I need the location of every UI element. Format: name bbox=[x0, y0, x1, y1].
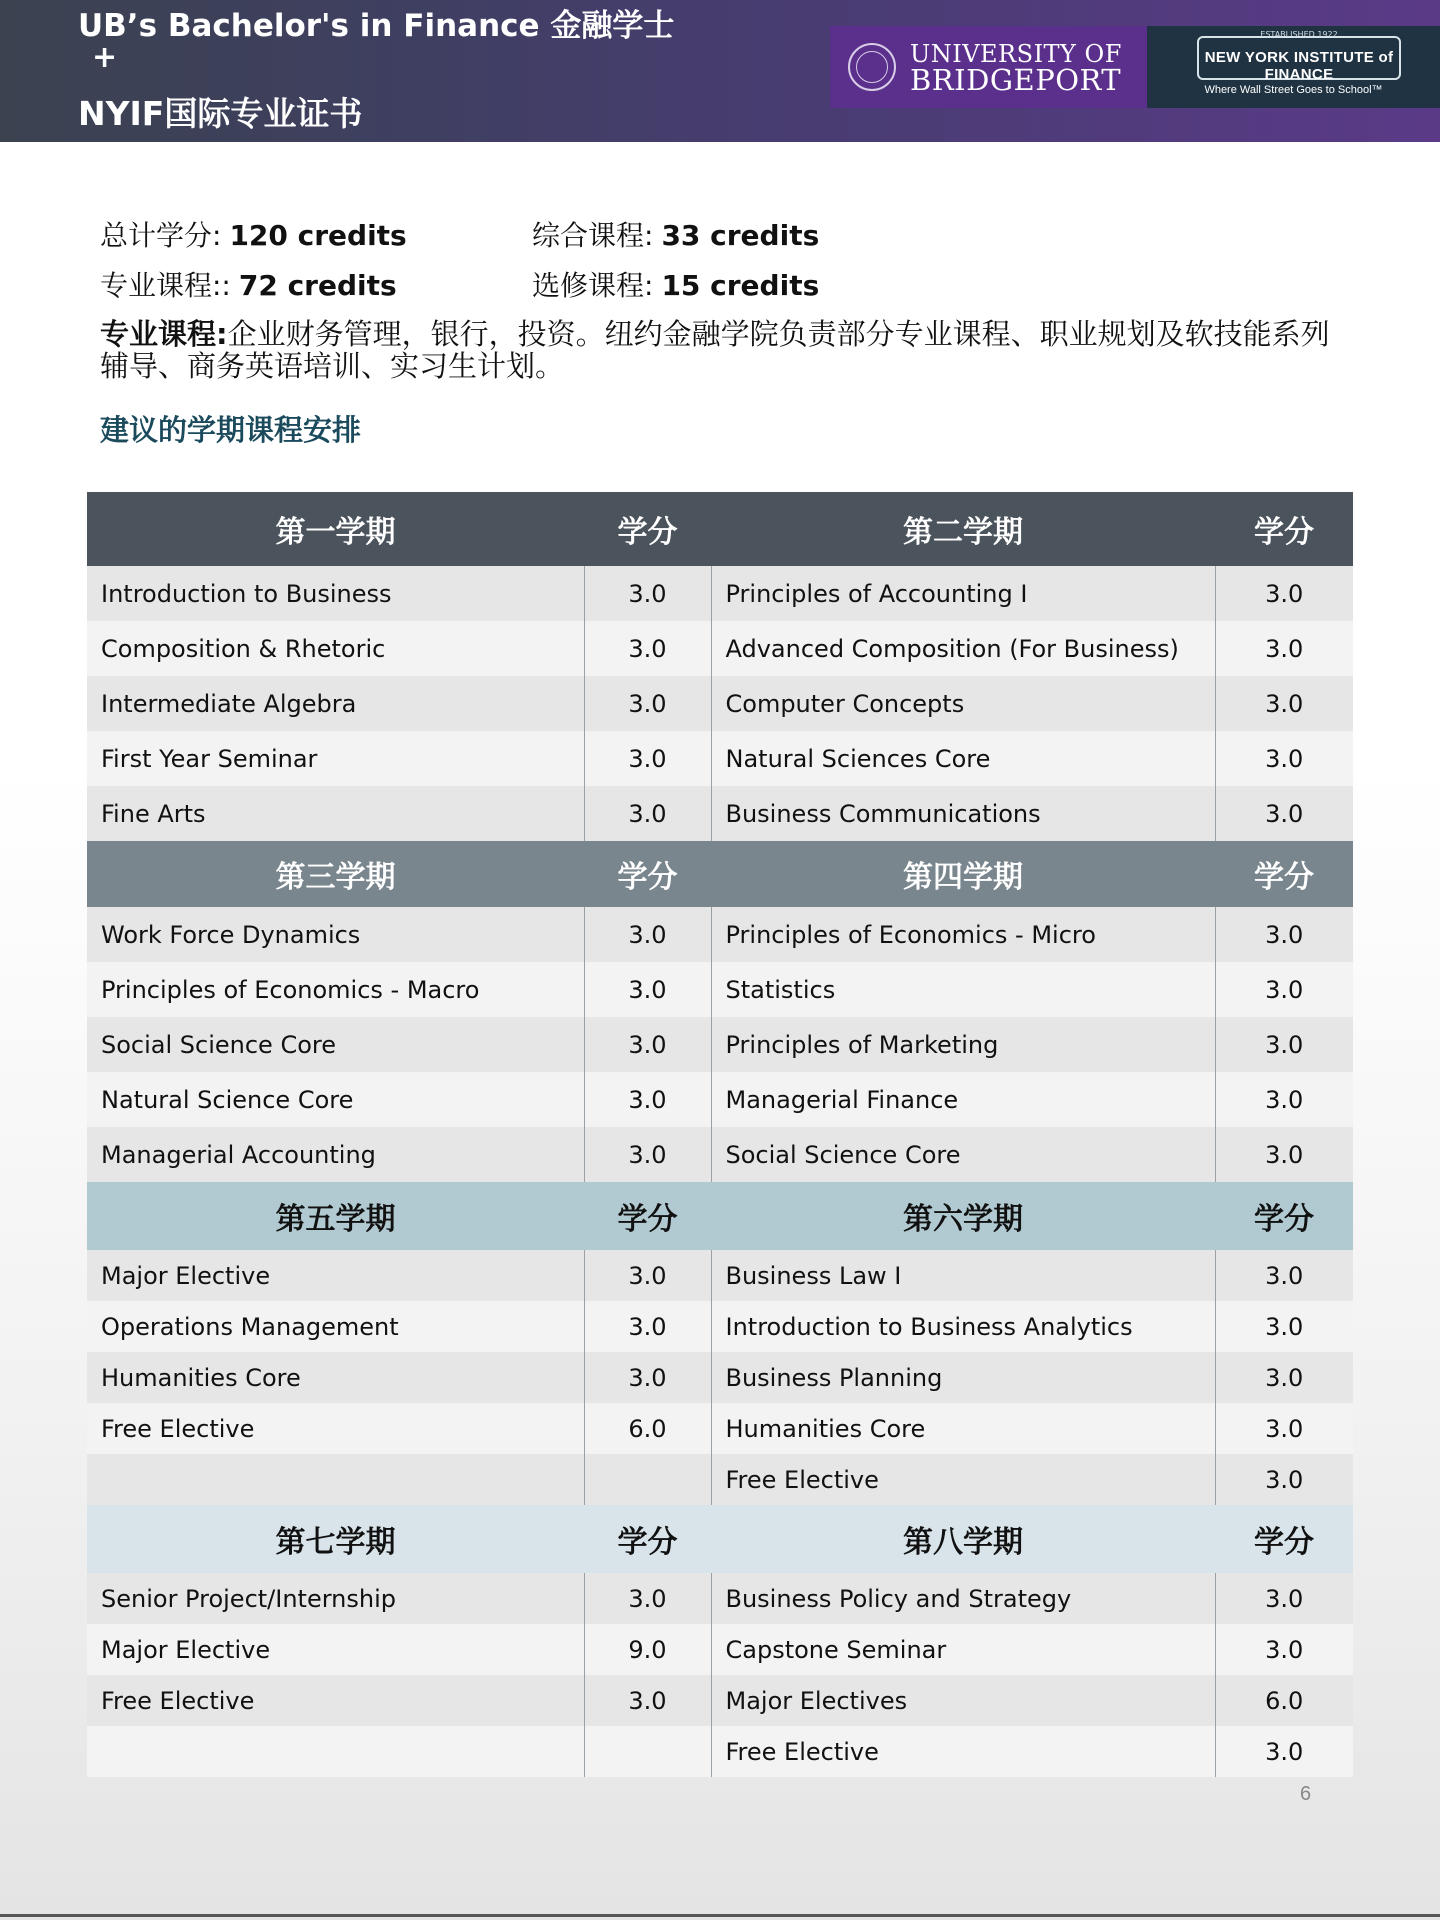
course-name: Senior Project/Internship bbox=[87, 1573, 584, 1624]
page-number: 6 bbox=[1300, 1783, 1312, 1805]
credit-header: 学分 bbox=[1215, 841, 1353, 907]
course-name: Major Elective bbox=[87, 1250, 584, 1301]
course-credits: 3.0 bbox=[584, 1573, 711, 1624]
course-credits: 3.0 bbox=[1215, 1403, 1353, 1454]
course-credits: 3.0 bbox=[584, 1675, 711, 1726]
total-credits-label: 总计学分: bbox=[100, 219, 222, 252]
credit-header: 学分 bbox=[584, 1182, 711, 1250]
course-name: Capstone Seminar bbox=[711, 1624, 1215, 1675]
course-name: Advanced Composition (For Business) bbox=[711, 621, 1215, 676]
course-credits: 3.0 bbox=[1215, 1624, 1353, 1675]
course-credits: 3.0 bbox=[584, 1250, 711, 1301]
course-credits: 3.0 bbox=[1215, 731, 1353, 786]
course-credits: 3.0 bbox=[584, 1017, 711, 1072]
total-credits-value: 120 credits bbox=[229, 219, 407, 252]
course-row bbox=[87, 907, 1353, 962]
course-credits: 3.0 bbox=[1215, 1573, 1353, 1624]
course-name: Fine Arts bbox=[87, 786, 584, 841]
page-title-line1: UB’s Bachelor's in Finance 金融学士 bbox=[78, 8, 675, 44]
course-row bbox=[87, 1454, 1353, 1505]
course-name: Business Law I bbox=[711, 1250, 1215, 1301]
course-name: Introduction to Business Analytics bbox=[711, 1301, 1215, 1352]
course-name: Introduction to Business bbox=[87, 566, 584, 621]
course-name: First Year Seminar bbox=[87, 731, 584, 786]
course-name: Natural Sciences Core bbox=[711, 731, 1215, 786]
credit-header: 学分 bbox=[584, 841, 711, 907]
course-row bbox=[87, 1403, 1353, 1454]
course-credits: 3.0 bbox=[1215, 962, 1353, 1017]
course-row bbox=[87, 566, 1353, 621]
course-name: Free Elective bbox=[711, 1726, 1215, 1777]
course-credits: 3.0 bbox=[584, 621, 711, 676]
course-credits: 6.0 bbox=[1215, 1675, 1353, 1726]
course-row bbox=[87, 1250, 1353, 1301]
course-credits: 3.0 bbox=[584, 1072, 711, 1127]
total-credits bbox=[100, 214, 407, 254]
course-credits: 3.0 bbox=[1215, 1072, 1353, 1127]
course-name: Principles of Economics - Macro bbox=[87, 962, 584, 1017]
semester-header-row bbox=[87, 1505, 1353, 1573]
semester-header-row bbox=[87, 1182, 1353, 1250]
course-name: Free Elective bbox=[87, 1403, 584, 1454]
course-credits: 3.0 bbox=[584, 1301, 711, 1352]
general-credits-value: 33 credits bbox=[661, 219, 820, 252]
course-credits: 3.0 bbox=[1215, 621, 1353, 676]
course-credits: 3.0 bbox=[1215, 676, 1353, 731]
major-description-lead: 专业课程: bbox=[100, 317, 228, 351]
course-row bbox=[87, 1352, 1353, 1403]
course-name: Managerial Finance bbox=[711, 1072, 1215, 1127]
course-credits: 9.0 bbox=[584, 1624, 711, 1675]
general-credits bbox=[532, 214, 819, 254]
course-credits: 3.0 bbox=[584, 907, 711, 962]
course-row bbox=[87, 1017, 1353, 1072]
course-row bbox=[87, 1301, 1353, 1352]
major-credits-value: 72 credits bbox=[238, 269, 397, 302]
footer-divider bbox=[0, 1914, 1440, 1917]
course-name: Managerial Accounting bbox=[87, 1127, 584, 1182]
course-name: Humanities Core bbox=[711, 1403, 1215, 1454]
course-name bbox=[87, 1454, 584, 1505]
semester-title: 第五学期 bbox=[87, 1182, 584, 1250]
general-credits-label: 综合课程: bbox=[532, 219, 654, 252]
course-name: Free Elective bbox=[711, 1454, 1215, 1505]
course-name: Intermediate Algebra bbox=[87, 676, 584, 731]
course-credits: 3.0 bbox=[584, 566, 711, 621]
semester-title: 第二学期 bbox=[711, 492, 1215, 566]
nyif-logo bbox=[1147, 26, 1440, 108]
nyif-name: NEW YORK INSTITUTE of FINANCE bbox=[1204, 49, 1394, 83]
course-credits: 3.0 bbox=[1215, 1301, 1353, 1352]
semester-title: 第八学期 bbox=[711, 1505, 1215, 1573]
course-credits: 3.0 bbox=[584, 676, 711, 731]
course-name: Humanities Core bbox=[87, 1352, 584, 1403]
elective-credits-value: 15 credits bbox=[661, 269, 820, 302]
major-credits bbox=[100, 264, 397, 304]
course-row bbox=[87, 1127, 1353, 1182]
university-of-bridgeport-logo bbox=[830, 26, 1148, 108]
course-credits: 3.0 bbox=[1215, 566, 1353, 621]
header-banner bbox=[0, 0, 1440, 142]
course-row bbox=[87, 1675, 1353, 1726]
course-name: Major Elective bbox=[87, 1624, 584, 1675]
course-row bbox=[87, 962, 1353, 1017]
ub-logo-line2: BRIDGEPORT bbox=[910, 63, 1122, 97]
course-row bbox=[87, 1072, 1353, 1127]
course-credits: 3.0 bbox=[1215, 1454, 1353, 1505]
credit-header: 学分 bbox=[584, 1505, 711, 1573]
page-title-plus: + bbox=[92, 40, 118, 75]
course-row bbox=[87, 1573, 1353, 1624]
course-row bbox=[87, 1624, 1353, 1675]
major-description-text: 企业财务管理，银行，投资。纽约金融学院负责部分专业课程、职业规划及软技能系列辅导、商务英语培训、实习生计划。 bbox=[100, 317, 1330, 383]
course-row bbox=[87, 676, 1353, 731]
course-name: Principles of Accounting I bbox=[711, 566, 1215, 621]
course-credits bbox=[584, 1726, 711, 1777]
course-name: Computer Concepts bbox=[711, 676, 1215, 731]
nyif-established: ESTABLISHED 1922 bbox=[1260, 30, 1338, 39]
course-credits: 3.0 bbox=[584, 731, 711, 786]
semester-title: 第六学期 bbox=[711, 1182, 1215, 1250]
course-name: Business Policy and Strategy bbox=[711, 1573, 1215, 1624]
course-name: Work Force Dynamics bbox=[87, 907, 584, 962]
semester-schedule-table bbox=[87, 492, 1353, 1777]
semester-header-row bbox=[87, 492, 1353, 566]
course-name: Major Electives bbox=[711, 1675, 1215, 1726]
semester-title: 第三学期 bbox=[87, 841, 584, 907]
semester-title: 第四学期 bbox=[711, 841, 1215, 907]
course-name: Statistics bbox=[711, 962, 1215, 1017]
course-credits: 3.0 bbox=[1215, 1726, 1353, 1777]
major-description bbox=[100, 318, 1330, 382]
course-credits: 3.0 bbox=[584, 1127, 711, 1182]
course-credits: 3.0 bbox=[584, 786, 711, 841]
course-credits: 3.0 bbox=[584, 962, 711, 1017]
course-row bbox=[87, 1726, 1353, 1777]
credit-header: 学分 bbox=[584, 492, 711, 566]
course-credits: 6.0 bbox=[584, 1403, 711, 1454]
ub-logo-line1: UNIVERSITY OF bbox=[910, 40, 1122, 68]
course-credits: 3.0 bbox=[1215, 1250, 1353, 1301]
elective-credits bbox=[532, 264, 819, 304]
credit-header: 学分 bbox=[1215, 1505, 1353, 1573]
page-title-line3: NYIF国际专业证书 bbox=[78, 94, 363, 133]
course-name: Social Science Core bbox=[87, 1017, 584, 1072]
course-name: Social Science Core bbox=[711, 1127, 1215, 1182]
course-name bbox=[87, 1726, 584, 1777]
course-name: Business Planning bbox=[711, 1352, 1215, 1403]
course-name: Principles of Economics - Micro bbox=[711, 907, 1215, 962]
course-row bbox=[87, 621, 1353, 676]
course-credits: 3.0 bbox=[1215, 1352, 1353, 1403]
course-row bbox=[87, 731, 1353, 786]
course-credits: 3.0 bbox=[1215, 907, 1353, 962]
semester-title: 第一学期 bbox=[87, 492, 584, 566]
semester-header-row bbox=[87, 841, 1353, 907]
course-name: Business Communications bbox=[711, 786, 1215, 841]
credit-header: 学分 bbox=[1215, 492, 1353, 566]
course-row bbox=[87, 786, 1353, 841]
section-title: 建议的学期课程安排 bbox=[100, 413, 362, 447]
university-seal-icon bbox=[848, 43, 896, 91]
course-name: Composition & Rhetoric bbox=[87, 621, 584, 676]
course-credits bbox=[584, 1454, 711, 1505]
course-name: Natural Science Core bbox=[87, 1072, 584, 1127]
credit-header: 学分 bbox=[1215, 1182, 1353, 1250]
course-name: Free Elective bbox=[87, 1675, 584, 1726]
course-name: Principles of Marketing bbox=[711, 1017, 1215, 1072]
semester-title: 第七学期 bbox=[87, 1505, 584, 1573]
course-name: Operations Management bbox=[87, 1301, 584, 1352]
major-credits-label: 专业课程:: bbox=[100, 269, 231, 302]
nyif-tagline: Where Wall Street Goes to School™ bbox=[1204, 84, 1383, 96]
course-credits: 3.0 bbox=[1215, 786, 1353, 841]
course-credits: 3.0 bbox=[584, 1352, 711, 1403]
elective-credits-label: 选修课程: bbox=[532, 269, 654, 302]
course-credits: 3.0 bbox=[1215, 1127, 1353, 1182]
course-credits: 3.0 bbox=[1215, 1017, 1353, 1072]
